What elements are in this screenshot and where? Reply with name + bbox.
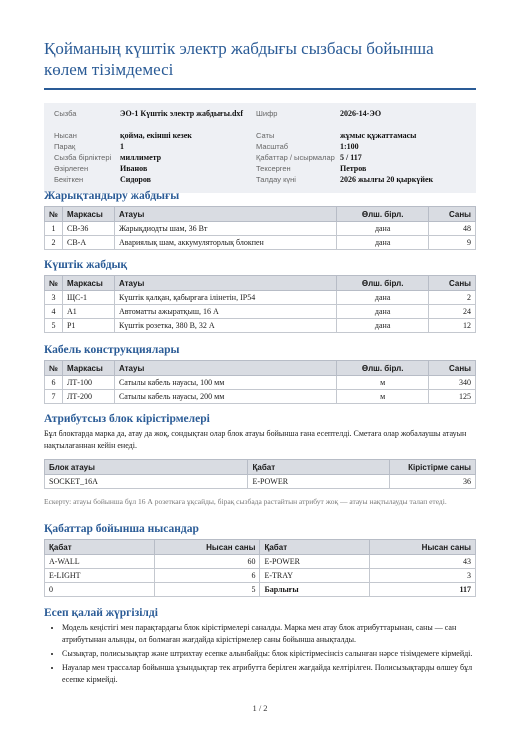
section-title-layers: Қабаттар бойынша нысандар (44, 523, 199, 535)
meta-value: 1:100 (340, 142, 359, 151)
table-row (45, 236, 476, 250)
cell-name: Сатылы кабель науасы, 200 мм (114, 390, 336, 404)
cell-object-count: 6 (154, 569, 260, 583)
cell-layer: A-WALL (45, 555, 155, 569)
meta-label: Нысан (54, 131, 77, 140)
cell-mark: Р1 (62, 319, 114, 333)
col-header-layer: Қабат (260, 540, 370, 555)
page-number: 1 / 2 (252, 703, 268, 713)
cell-qty: 12 (429, 319, 476, 333)
cell-mark: ЩС-1 (62, 291, 114, 305)
col-header-insert-count: Кірістірме саны (390, 460, 476, 475)
items-table-lighting (44, 206, 476, 250)
col-header-qty: Саны (429, 276, 476, 291)
cell-unit: дана (337, 305, 429, 319)
meta-label: Саты (256, 131, 275, 140)
list-item: • Науалар мен трассалар бойынша ұзындықтар тек атрибутта берілген жағдайда келтірілген. Полисызықтарды өлшеу бұл есепке кірмейді. (62, 662, 494, 686)
col-header-object-count: Нысан саны (154, 540, 260, 555)
meta-label: Талдау күні (256, 175, 296, 184)
document-title: Қойманың күштік электр жабдығы сызбасы бойынша көлем тізімдемесі (44, 39, 434, 79)
meta-label: Парақ (54, 142, 76, 151)
table-row (45, 583, 476, 597)
cell-unit: м (337, 376, 429, 390)
cell-object-count: 60 (154, 555, 260, 569)
meta-label: Бекіткен (54, 175, 84, 184)
meta-label: Сызба бірліктері (54, 153, 112, 162)
cell-number: 2 (45, 236, 63, 250)
col-header-layer: Қабат (45, 540, 155, 555)
meta-value: қойма, екінші кезек (120, 131, 192, 140)
cell-layer: E-POWER (260, 555, 370, 569)
cell-mark: ЛТ-100 (62, 376, 114, 390)
cell-qty: 48 (429, 222, 476, 236)
cell-mark: СВ-А (62, 236, 114, 250)
meta-value: 2026-14-ЭО (340, 109, 382, 118)
table-row (45, 555, 476, 569)
cell-mark: СВ-36 (62, 222, 114, 236)
meta-value: Петров (340, 164, 367, 173)
col-header-qty: Саны (429, 361, 476, 376)
cell-unit: м (337, 390, 429, 404)
col-header-mark: Маркасы (62, 361, 114, 376)
meta-label: Қабаттар / ысырмалар (256, 153, 335, 162)
unattributed-note: Ескерту: атауы бойынша бұл 16 А розеткаға ұқсайды, бірақ сызбада растайтын атрибут жоқ — атауы нақтылауды талап етеді. (44, 497, 447, 506)
metadata-block (44, 103, 476, 193)
meta-label: Сызба (54, 109, 77, 118)
cell-object-count: 5 (154, 583, 260, 597)
layers-table (44, 539, 476, 597)
unattributed-table (44, 459, 476, 489)
meta-value: жұмыс құжаттамасы (340, 131, 417, 140)
cell-layer: 0 (45, 583, 155, 597)
section-title-lighting: Жарықтандыру жабдығы (44, 190, 180, 202)
col-header-name: Атауы (114, 207, 336, 222)
cell-name: Күштік розетка, 380 В, 32 А (114, 319, 336, 333)
cell-unit: дана (337, 236, 429, 250)
table-row (45, 305, 476, 319)
list-item: • Сызықтар, полисызықтар және штрихтау есепке алынбайды: блок кірістірмесінсіз салынған нәрсе тізімдемеге кірмейді. (62, 648, 494, 660)
meta-label: Әзірлеген (54, 164, 89, 173)
section-title-power: Күштік жабдық (44, 259, 128, 271)
unattributed-description: Бұл блоктарда марка да, атау да жоқ, сондықтан олар блок атауы бойынша ғана есептелді. Сметаға олар жобалаушы атауын нақтылағаннан кейін енеді. (44, 429, 467, 450)
col-header-number: № (45, 276, 63, 291)
cell-unit: дана (337, 291, 429, 305)
items-table-power (44, 275, 476, 333)
cell-number: 3 (45, 291, 63, 305)
col-header-name: Атауы (114, 361, 336, 376)
cell-insert-count: 36 (390, 475, 476, 489)
col-header-unit: Өлш. бірл. (337, 207, 429, 222)
col-header-qty: Саны (429, 207, 476, 222)
cell-object-count: 3 (370, 569, 476, 583)
col-header-mark: Маркасы (62, 276, 114, 291)
meta-value: ЭО-1 Күштік электр жабдығы.dxf (120, 109, 244, 118)
table-row (45, 222, 476, 236)
cell-name: Жарықдиодты шам, 36 Вт (114, 222, 336, 236)
cell-number: 5 (45, 319, 63, 333)
cell-qty: 2 (429, 291, 476, 305)
col-header-number: № (45, 361, 63, 376)
meta-label: Масштаб (256, 142, 289, 151)
meta-value: Сидоров (120, 175, 152, 184)
cell-qty: 24 (429, 305, 476, 319)
cell-unit: дана (337, 222, 429, 236)
table-row (45, 569, 476, 583)
meta-label: Шифр (256, 109, 278, 118)
cell-number: 1 (45, 222, 63, 236)
cell-object-count: 43 (370, 555, 476, 569)
cell-total-value: 117 (370, 583, 476, 597)
cell-total-label: Барлығы (260, 583, 370, 597)
table-row (45, 475, 476, 489)
cell-name: Авариялық шам, аккумуляторлық блокпен (114, 236, 336, 250)
cell-qty: 9 (429, 236, 476, 250)
meta-value: миллиметр (120, 153, 162, 162)
meta-value: 2026 жылғы 20 қыркүйек (340, 175, 434, 184)
meta-value: 1 (120, 142, 124, 151)
cell-mark: А1 (62, 305, 114, 319)
cell-name: Күштік қалқан, қабырғаға ілінетін, IP54 (114, 291, 336, 305)
cell-unit: дана (337, 319, 429, 333)
cell-qty: 340 (429, 376, 476, 390)
col-header-mark: Маркасы (62, 207, 114, 222)
cell-number: 7 (45, 390, 63, 404)
title-rule (44, 88, 476, 90)
cell-block-name: SOCKET_16A (45, 475, 248, 489)
cell-layer: E-POWER (248, 475, 390, 489)
section-title-method: Есеп қалай жүргізілді (44, 607, 158, 619)
cell-number: 4 (45, 305, 63, 319)
items-table-cable (44, 360, 476, 404)
meta-label: Тексерген (256, 164, 291, 173)
col-header-name: Атауы (114, 276, 336, 291)
col-header-block-name: Блок атауы (45, 460, 248, 475)
section-title-unattributed: Атрибутсыз блок кірістірмелері (44, 413, 210, 425)
cell-qty: 125 (429, 390, 476, 404)
cell-layer: E-LIGHT (45, 569, 155, 583)
col-header-number: № (45, 207, 63, 222)
document-page (44, 0, 476, 193)
meta-value: 5 / 117 (340, 153, 362, 162)
section-title-cable: Кабель конструкциялары (44, 344, 180, 356)
meta-value: Иванов (120, 164, 148, 173)
cell-layer: E-TRAY (260, 569, 370, 583)
cell-mark: ЛТ-200 (62, 390, 114, 404)
table-row (45, 319, 476, 333)
list-item: • Модель кеңістігі мен парақтардағы блок кірістірмелері саналды. Марка мен атау блок атрибуттарынан, саны — сан атрибутынан алынды, ол болмаған жағдайда кірістірмелер саны бойынша анықталды. (62, 622, 494, 646)
table-row (45, 291, 476, 305)
table-row (45, 390, 476, 404)
col-header-unit: Өлш. бірл. (337, 276, 429, 291)
col-header-object-count: Нысан саны (370, 540, 476, 555)
cell-number: 6 (45, 376, 63, 390)
col-header-layer: Қабат (248, 460, 390, 475)
cell-name: Автоматты ажыратқыш, 16 А (114, 305, 336, 319)
table-row (45, 376, 476, 390)
col-header-unit: Өлш. бірл. (337, 361, 429, 376)
method-list (44, 622, 494, 688)
cell-name: Сатылы кабель науасы, 100 мм (114, 376, 336, 390)
